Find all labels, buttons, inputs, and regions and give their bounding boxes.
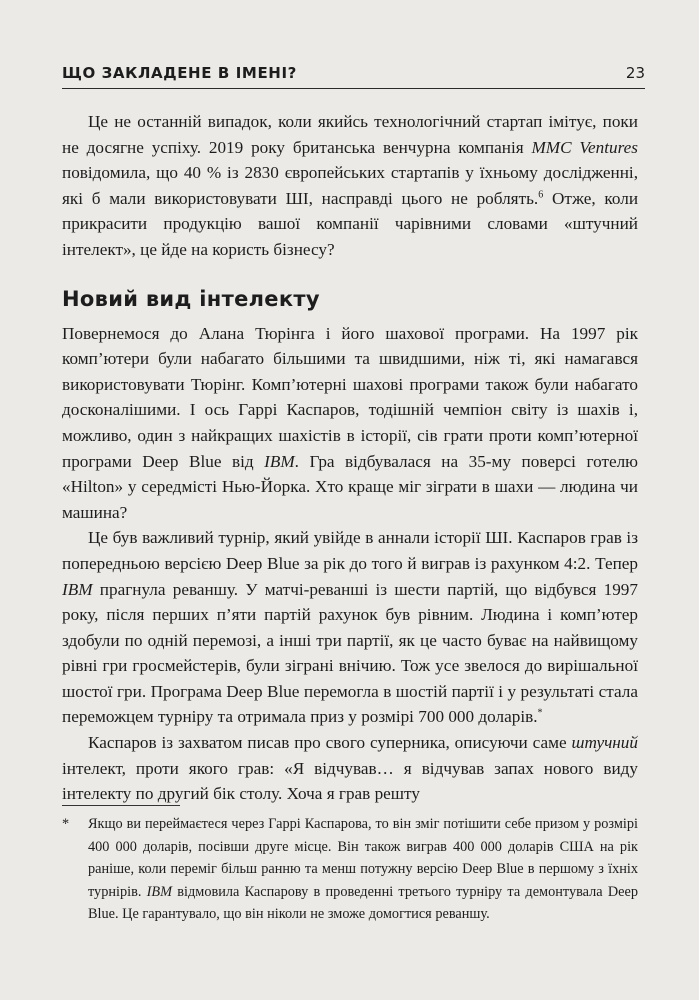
text-run: Це не останній випадок, коли якийсь технологічний стартап імітує, поки не досягне успіху. 2019 року британська венчурна компанія (62, 112, 638, 157)
page-number: 23 (625, 64, 645, 82)
text-run: відмовила Каспарову в проведенні третього турніру та демонтувала Deep Blue. Це гарантувало, що він ніколи не зможе домогтися реваншу. (88, 883, 638, 923)
text-run: Повернемося до Алана Тюрінга і його шахової програми. На 1997 рік комп’ютери були набагато більшими та швидшими, ніж ті, які намагався використовувати Тюрінг. Комп’ютерні шахові програми також були набагато досконалішими. І ось Гаррі Каспаров, тодішній чемпіон світу із шахів і, можливо, один з найкращих шахістів в історії, сів грати проти комп’ютерної програми Deep Blue від (62, 323, 638, 471)
ibm-name: IBM (264, 451, 295, 471)
emphasis: штучний (571, 733, 638, 753)
chapter-title: ЩО ЗАКЛАДЕНЕ В ІМЕНІ? (62, 64, 297, 82)
text-run: Отже, коли прикрасити продукцію вашої компанії чарівними словами «штучний інтелект», це йде на користь бізнесу? (62, 188, 639, 259)
text-run: повідомила, що 40 % із 2830 європейських стартапів у їхньому дослідженні, які б мали використовувати ШІ, насправді цього не роблять. (62, 163, 638, 208)
footnote-divider (62, 805, 180, 806)
paragraph-2 (62, 321, 638, 526)
footnote-mark: * (62, 816, 70, 832)
paragraph-4 (62, 730, 638, 807)
main-text (62, 109, 638, 807)
text-run: Це був важливий турнір, який увійде в аннали історії ШІ. Каспаров грав із попередньою версією Deep Blue за рік до того й виграв із рахунком 4:2. Тепер (62, 528, 638, 573)
company-name: MMC Ventures (531, 137, 638, 157)
ibm-name: IBM (62, 579, 93, 599)
text-run: . Гра відбувалася на 35-му поверсі готелю «Hilton» у середмісті Нью-Йорка. Хто краще міг зіграти в шахи — людина чи машина? (62, 451, 638, 522)
footnote (62, 813, 638, 926)
footnote-ref: 6 (538, 189, 544, 201)
running-header (62, 60, 645, 89)
paragraph-3 (62, 525, 638, 730)
text-run: інтелект, проти якого грав: «Я відчував… я відчував запах нового виду інтелекту по другий бік столу. Хоча я грав решту (62, 758, 638, 804)
text-run: прагнула реваншу. У матчі-реванші із шести партій, що відбувся 1997 року, після перших п’яти партій рахунок був рівним. Людина і комп’ютер здобули по одній перемозі, а інші три партії, як це часто буває на найвищому рівні гри гросмейстерів, були зіграні внічию. Тож усе звелося до вирішальної шостої гри. Програма Deep Blue перемогла в шостій партії і у результаті стала переможцем турніру та отримала приз у розмірі 700 000 доларів. (62, 579, 638, 727)
paragraph-1 (62, 109, 638, 263)
text-run: Каспаров із захватом писав про свого суперника, описуючи саме (88, 733, 572, 753)
ibm-name: IBM (146, 883, 173, 900)
section-heading: Новий вид інтелекту (62, 286, 320, 311)
footnote-ref: * (537, 707, 543, 719)
text-run: Якщо ви переймаєтеся через Гаррі Каспарова, то він зміг потішити себе призом у розмірі 400 000 доларів, посівши друге місце. Він також виграв 400 000 доларів США на рік раніше, коли переміг більш ранню та менш потужну версію Deep Blue в першому з їхніх турнірів. (88, 816, 638, 900)
